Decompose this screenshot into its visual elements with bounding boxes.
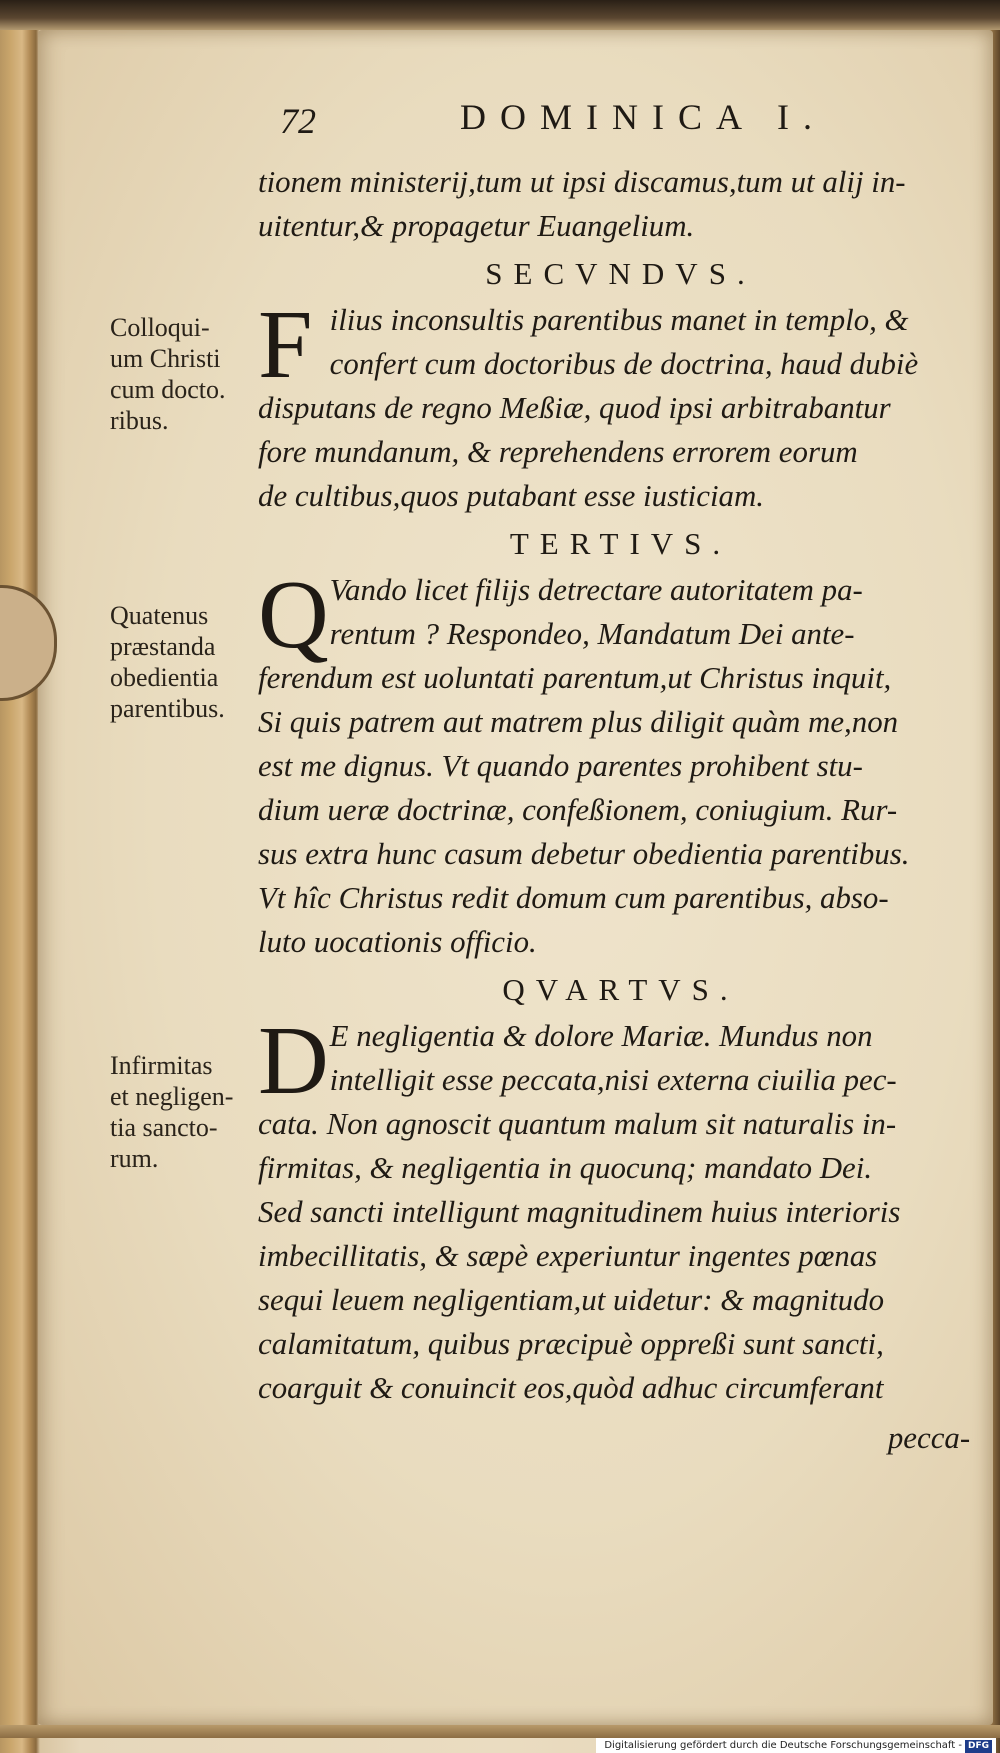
drop-cap: F <box>258 291 313 399</box>
text-line: E negligentia & dolore Mariæ. Mundus non <box>329 1018 873 1053</box>
paragraph <box>258 561 983 964</box>
text-line: fore mundanum, & reprehendens errorem eorum <box>258 434 858 469</box>
text-line: confert cum doctoribus de doctrina, haud dubiè <box>329 346 919 381</box>
marginal-line: cum docto. <box>110 375 226 404</box>
text-line: ilius inconsultis parentibus manet in templo, & <box>329 302 909 337</box>
text-block <box>258 160 983 1460</box>
page-number: 72 <box>280 101 316 141</box>
text-line: dium ueræ doctrinæ, confeßionem, coniugium. Rur- <box>258 792 898 827</box>
text-line: tionem ministerij,tum ut ipsi discamus,tum ut alij in- <box>258 164 906 199</box>
catchword: pecca- <box>887 1420 971 1455</box>
text-line: cata. Non agnoscit quantum malum sit naturalis in- <box>258 1106 897 1141</box>
marginal-line: tia sancto- <box>110 1113 218 1142</box>
running-head: DOMINICA I. <box>460 97 826 137</box>
marginal-line: obedientia <box>110 663 219 692</box>
text-line: disputans de regno Meßiæ, quod ipsi arbitrabantur <box>258 390 891 425</box>
text-line: firmitas, & negligentia in quocunq; mandato Dei. <box>258 1150 873 1185</box>
text-line: Vando licet filijs detrectare autoritatem pa- <box>329 572 863 607</box>
marginal-line: præstanda <box>110 632 216 661</box>
dfg-logo: DFG <box>965 1740 992 1753</box>
section-heading: TERTIVS. <box>509 526 732 561</box>
text-line: luto uocationis officio. <box>258 924 537 959</box>
text-line: Vt hîc Christus redit domum cum parentibus, abso- <box>258 880 889 915</box>
text-line: intelligit esse peccata,nisi externa ciuilia pec- <box>329 1062 897 1097</box>
text-line: uitentur,& propagetur Euangelium. <box>258 208 695 243</box>
paragraph <box>258 291 983 518</box>
text-line: calamitatum, quibus præcipuè oppreßi sunt sancti, <box>258 1326 884 1361</box>
paragraph <box>258 1007 983 1410</box>
drop-cap: D <box>258 1007 329 1115</box>
section-heading: QVARTVS. <box>502 972 739 1007</box>
marginal-note <box>110 1050 270 1174</box>
text-line: est me dignus. Vt quando parentes prohibent stu- <box>258 748 863 783</box>
marginal-line: Quatenus <box>110 601 209 630</box>
marginal-line: rum. <box>110 1144 159 1173</box>
text-line: Si quis patrem aut matrem plus diligit quàm me,non <box>258 704 899 739</box>
marginal-line: parentibus. <box>110 694 225 723</box>
footer-credit <box>596 1738 996 1753</box>
drop-cap: Q <box>258 561 329 669</box>
marginal-note <box>110 600 270 724</box>
text-line: rentum ? Respondeo, Mandatum Dei ante- <box>329 616 855 651</box>
book-top-edge <box>0 0 1000 30</box>
text-line: sus extra hunc casum debetur obedientia parentibus. <box>258 836 910 871</box>
text-line: sequi leuem negligentiam,ut uidetur: & magnitudo <box>258 1282 885 1317</box>
footer-text: Digitalisierung gefördert durch die Deutsche Forschungsgemeinschaft - <box>604 1740 962 1751</box>
text-line: de cultibus,quos putabant esse iusticiam. <box>258 478 764 513</box>
book-bottom-edge <box>0 1725 1000 1738</box>
marginal-line: Infirmitas <box>110 1051 213 1080</box>
text-line: imbecillitatis, & sæpè experiuntur ingentes pœnas <box>258 1238 878 1273</box>
marginal-line: et negligen- <box>110 1082 234 1111</box>
text-line: ferendum est uoluntati parentum,ut Christus inquit, <box>258 660 892 695</box>
text-line: coarguit & conuincit eos,quòd adhuc circumferant <box>258 1370 884 1405</box>
text-line: Sed sancti intelligunt magnitudinem huius interioris <box>258 1194 901 1229</box>
section-heading: SECVNDVS. <box>485 256 756 291</box>
marginal-note <box>110 312 270 436</box>
marginal-line: Colloqui- <box>110 313 210 342</box>
marginal-line: ribus. <box>110 406 169 435</box>
marginal-line: um Christi <box>110 344 221 373</box>
